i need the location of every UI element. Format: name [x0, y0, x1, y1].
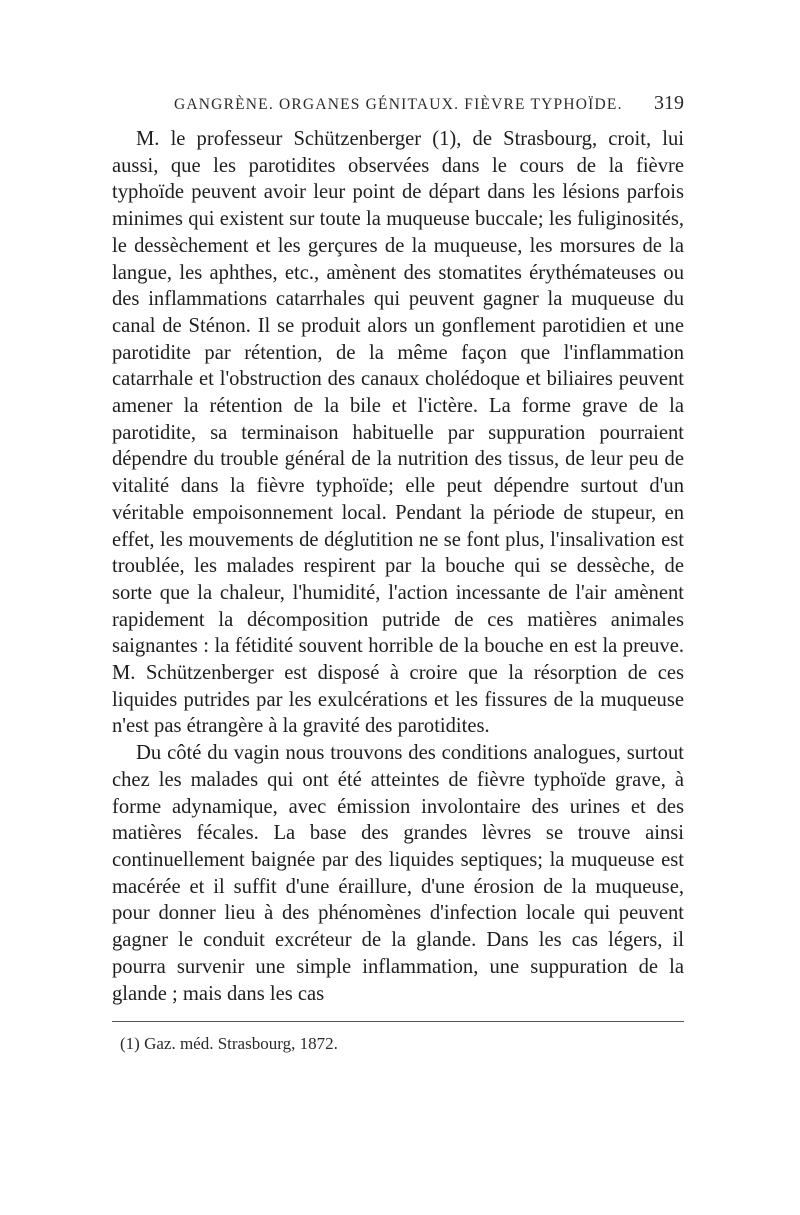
paragraph-1: M. le professeur Schützenberger (1), de Strasbourg, croit, lui aussi, que les parotidites observées dans le cours de la fièvre typhoïde peuvent avoir leur point de départ dans les lésions parfois minimes qui existent sur toute la muqueuse buccale; les fuliginosités, le dessèchement et les gerçures de la muqueuse, les morsures de la langue, les aphthes, etc., amènent des stomatites érythémateuses ou des inflammations catarrhales qui peuvent gagner la muqueuse du canal de Sténon. Il se produit alors un gonflement parotidien et une parotidite par rétention, de la même façon que l'inflammation catarrhale et l'obstruction des canaux cholédoque et biliaires peuvent amener la rétention de la bile et l'ictère. La forme grave de la parotidite, sa terminaison habituelle par suppuration pourraient dépendre du trouble général de la nutrition des tissus, de leur peu de vitalité dans la fièvre typhoïde; elle peut dépendre surtout d'un véritable empoisonnement local. Pendant la période de stupeur, en effet, les mouvements de déglutition ne se font plus, l'insalivation est troublée, les malades respirent par la bouche qui se dessèche, de sorte que la chaleur, l'humidité, l'action incessante de l'air amènent rapidement la décomposition putride de ces matières animales saignantes : la fétidité souvent horrible de la bouche en est la preuve. M. Schützenberger est disposé à croire que la résorption de ces liquides putrides par les exulcérations et les fissures de la muqueuse n'est pas étrangère à la gravité des parotidites. — [112, 128, 684, 738]
running-head — [112, 92, 684, 126]
running-title: GANGRÈNE. ORGANES GÉNITAUX. FIÈVRE TYPHOÏDE. — [174, 96, 623, 113]
body-text — [112, 126, 684, 1007]
footnote: (1) Gaz. méd. Strasbourg, 1872. — [120, 1034, 338, 1054]
book-page — [112, 92, 684, 1054]
paragraph-2: Du côté du vagin nous trouvons des conditions analogues, surtout chez les malades qui ont été atteintes de fièvre typhoïde grave, à forme adynamique, avec émission involontaire des urines et des matières fécales. La base des grandes lèvres se trouve ainsi continuellement baignée par des liquides septiques; la muqueuse est macérée et il suffit d'une éraillure, d'une érosion de la muqueuse, pour donner lieu à des phénomènes d'infection locale qui peuvent gagner le conduit excréteur de la glande. Dans les cas légers, il pourra survenir une simple inflammation, une suppuration de la glande ; mais dans les cas — [112, 742, 684, 1005]
footnote-rule — [112, 1021, 684, 1022]
page-number: 319 — [654, 92, 684, 114]
